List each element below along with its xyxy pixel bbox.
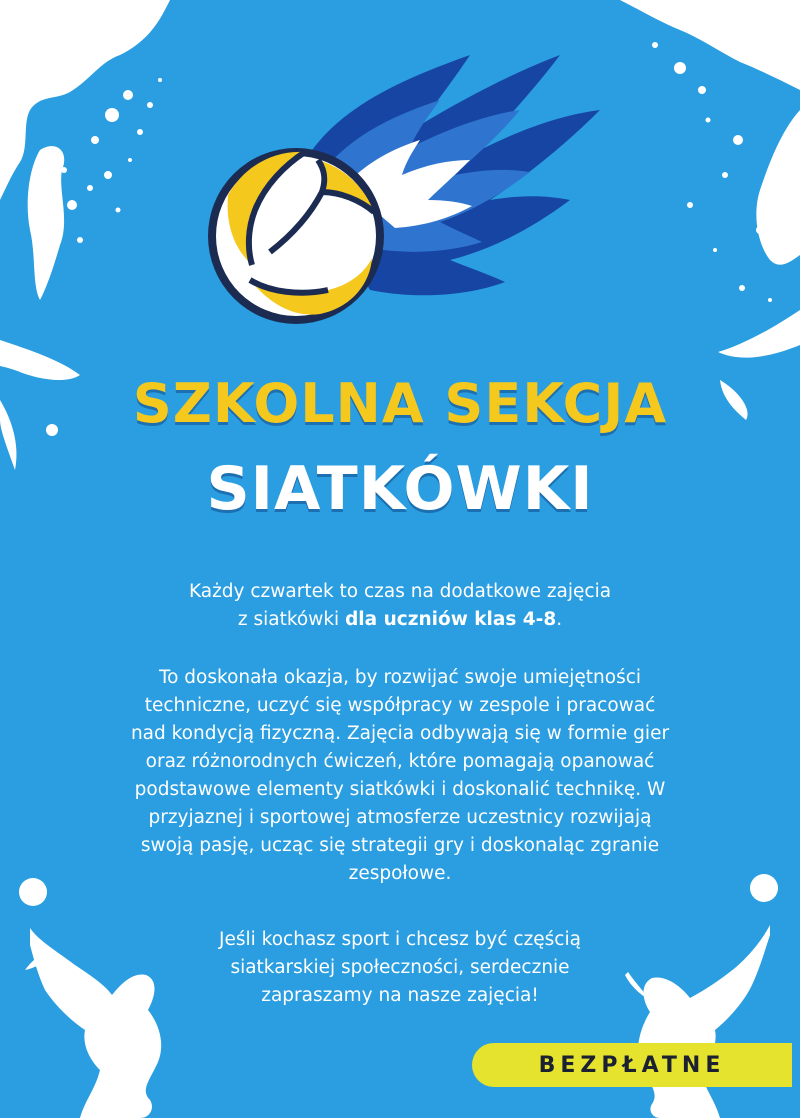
description-line: przyjaznej i sportowej atmosferze uczestnicy rozwijają bbox=[148, 807, 652, 828]
description-line: techniczne, uczyć się współpracy w zespole i pracować bbox=[144, 695, 656, 716]
intro-paragraph bbox=[100, 578, 700, 634]
intro-line-2-end: . bbox=[556, 609, 563, 630]
description-line: nad kondycją fizyczną. Zajęcia odbywają się w formie gier bbox=[130, 723, 670, 744]
description-paragraph bbox=[100, 664, 700, 888]
invite-paragraph bbox=[100, 926, 700, 1010]
intro-line-1: Każdy czwartek to czas na dodatkowe zajęcia bbox=[188, 581, 612, 602]
title-line-1: SZKOLNA SEKCJA bbox=[132, 372, 668, 435]
invite-line: Jeśli kochasz sport i chcesz być częścią bbox=[219, 929, 581, 950]
intro-line-2 bbox=[100, 606, 700, 634]
intro-line-2-bold: dla uczniów klas 4-8 bbox=[345, 609, 557, 630]
paint-splash-top-right bbox=[620, 0, 800, 420]
description-line: To doskonała okazja, by rozwijać swoje umiejętności bbox=[158, 667, 642, 688]
description-line: podstawowe elementy siatkówki i doskonalić technikę. W bbox=[134, 779, 666, 800]
intro-line-2-text: z siatkówki bbox=[237, 609, 346, 630]
invite-line: siatkarskiej społeczności, serdecznie bbox=[230, 957, 570, 978]
description-line: swoją pasję, ucząc się strategii gry i doskonaląc zgranie bbox=[140, 835, 660, 856]
free-badge-label: BEZPŁATNE bbox=[538, 1052, 726, 1078]
description-line: oraz różnorodnych ćwiczeń, które pomagają opanować bbox=[145, 751, 655, 772]
invite-line: zapraszamy na nasze zajęcia! bbox=[261, 985, 539, 1006]
volleyball-icon bbox=[208, 148, 384, 324]
title-line-2: SIATKÓWKI bbox=[206, 454, 594, 524]
free-badge bbox=[472, 1043, 792, 1087]
description-line: zespołowe. bbox=[348, 863, 452, 884]
